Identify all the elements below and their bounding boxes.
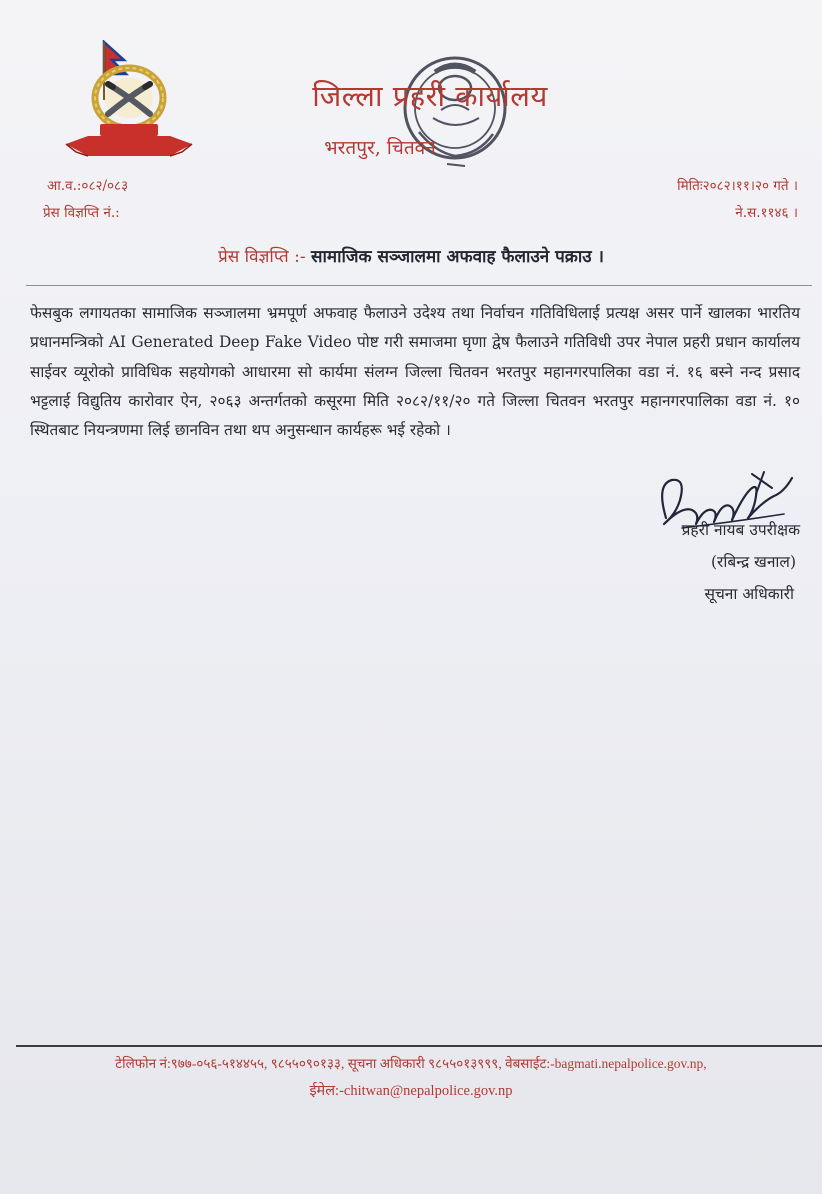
signatory-rank: प्रहरी नायब उपरीक्षक bbox=[681, 521, 800, 539]
release-date: मितिः२०८२।११।२० गते । bbox=[677, 178, 798, 194]
signatory-role: सूचना अधिकारी bbox=[704, 585, 794, 603]
fiscal-year: आ.व.:०८२/०८३ bbox=[47, 178, 129, 194]
body-paragraph: फेसबुक लगायतका सामाजिक सञ्जालमा भ्रमपूर्ण अफवाह फैलाउने उदेश्य तथा निर्वाचन गतिविधिलाई प्रत्यक्ष असर पार्ने खालका भारतिय प्रधानमन्त्रिको AI Generated Deep Fake Video पोष्ट गरी समाजमा घृणा द्वेष फैलाउने गतिविधी उपर नेपाल प्रहरी प्रधान कार्यालय साईवर व्यूरोको प्राविधिक सहयोगको आधारमा सो कार्यमा संलग्न जिल्ला चितवन भरतपुर महानगरपालिका वडा नं. १६ बस्ने नन्द प्रसाद भट्टलाई विद्युतिय कारोवार ऐन, २०६३ अन्तर्गतको कसूरमा मिति २०८२/११/२० गते जिल्ला चितवन भरतपुर महानगरपालिका वडा नं. १० स्थितबाट नियन्त्रणमा लिई छानविन तथा थप अनुसन्धान कार्यहरू भई रहेको । bbox=[30, 304, 800, 440]
footer-divider bbox=[16, 1045, 822, 1047]
subject-label: प्रेस विज्ञप्ति :- bbox=[218, 247, 306, 267]
office-title: जिल्ला प्रहरी कार्यालय bbox=[312, 79, 548, 113]
press-release-number: प्रेस विज्ञप्ति नं.: bbox=[43, 205, 120, 221]
header-divider bbox=[26, 285, 812, 286]
signatory-name: (रबिन्द्र खनाल) bbox=[710, 553, 796, 571]
office-location: भरतपुर, चितवन bbox=[324, 137, 436, 159]
nepal-samvat-date: ने.स.११४६ । bbox=[735, 205, 798, 221]
footer-contact-line: टेलिफोन नं:९७७-०५६-५१४४५५, ९८५५०९०१३३, सूचना अधिकारी ९८५५०१३९९९, वेबसाईट:-bagmati.nepalpolice.gov.np, bbox=[115, 1056, 707, 1071]
nepal-police-emblem-icon bbox=[58, 40, 200, 164]
subject-text: सामाजिक सञ्जालमा अफवाह फैलाउने पक्राउ । bbox=[311, 247, 604, 267]
subject-line bbox=[0, 244, 822, 267]
footer-email-line: ईमेल:-chitwan@nepalpolice.gov.np bbox=[309, 1083, 513, 1099]
